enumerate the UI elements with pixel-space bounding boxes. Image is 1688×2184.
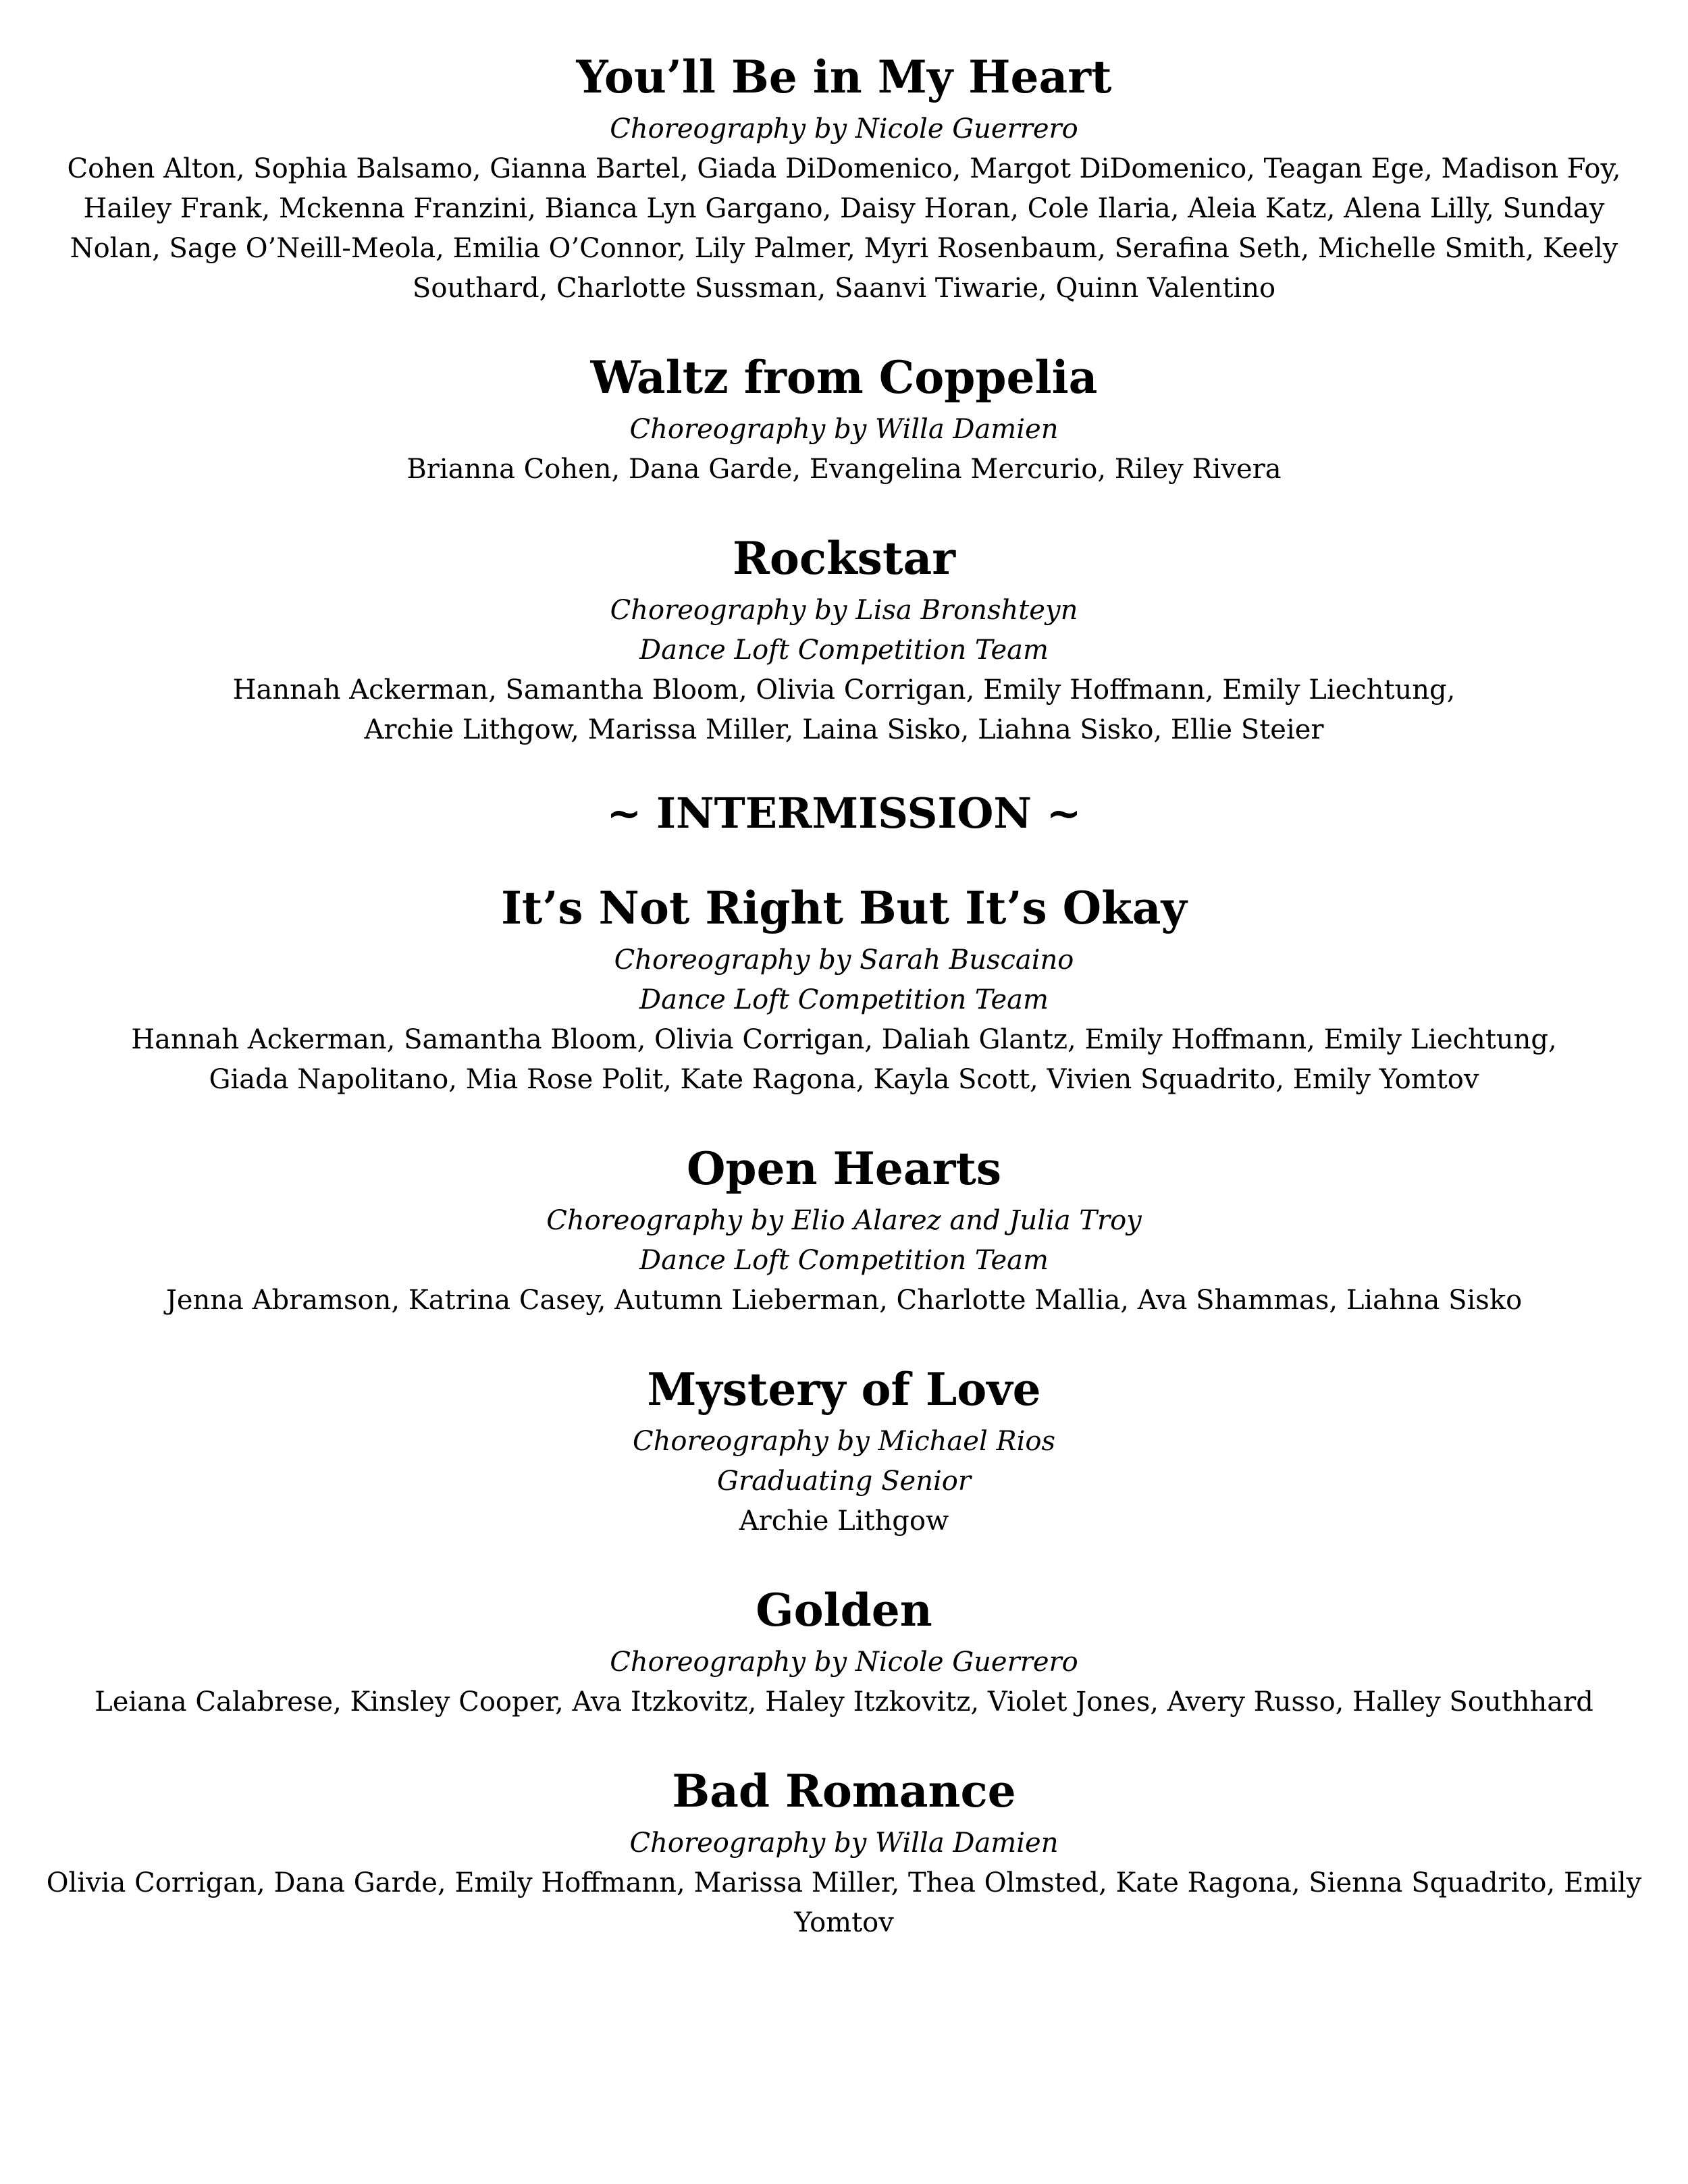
group-label: Graduating Senior — [717, 1466, 971, 1497]
choreography-credit: Choreography by Lisa Bronshteyn — [610, 595, 1078, 626]
piece-title: Mystery of Love — [647, 1363, 1041, 1416]
cast-list: Jenna Abramson, Katrina Casey, Autumn Lieberman, Charlotte Mallia, Ava Shammas, Liahna Sisko — [165, 1285, 1523, 1316]
piece-mystery-of-love — [41, 1360, 1647, 1541]
cast-list: Brianna Cohen, Dana Garde, Evangelina Mercurio, Riley Rivera — [406, 454, 1282, 485]
cast-list: Cohen Alton, Sophia Balsamo, Gianna Bartel, Giada DiDomenico, Margot DiDomenico, Teagan Ege, Madison Foy, Hailey Frank, Mckenna Franzini, Bianca Lyn Gargano, Daisy Horan, Cole Ilaria, Aleia Katz, Alena Lilly, Sunday Nolan, Sage O’Neill-Meola, Emilia O’Connor, Lily Palmer, Myri Rosenbaum, Serafina Seth, Michelle Smith, Keely Southard, Charlotte Sussman, Saanvi Tiwarie, Quinn Valentino — [67, 153, 1621, 304]
choreography-credit: Choreography by Willa Damien — [629, 1828, 1059, 1859]
piece-waltz-from-coppelia — [41, 348, 1647, 489]
piece-title: Rockstar — [733, 532, 955, 585]
piece-title: Bad Romance — [672, 1765, 1016, 1817]
choreography-credit: Choreography by Nicole Guerrero — [610, 113, 1078, 144]
cast-list: Archie Lithgow — [739, 1506, 949, 1537]
choreography-credit: Choreography by Nicole Guerrero — [610, 1647, 1078, 1678]
choreography-credit: Choreography by Elio Alarez and Julia Troy — [546, 1205, 1142, 1236]
cast-list: Hannah Ackerman, Samantha Bloom, Olivia Corrigan, Daliah Glantz, Emily Hoffmann, Emily Liechtung, Giada Napolitano, Mia Rose Polit, Kate Ragona, Kayla Scott, Vivien Squadrito, Emily Yomtov — [131, 1024, 1557, 1095]
piece-title: Open Hearts — [686, 1142, 1002, 1195]
cast-list: Leiana Calabrese, Kinsley Cooper, Ava Itzkovitz, Haley Itzkovitz, Violet Jones, Avery Russo, Halley Southhard — [95, 1686, 1593, 1717]
piece-title: Golden — [756, 1584, 932, 1636]
program-page — [41, 47, 1647, 1982]
piece-title: It’s Not Right But It’s Okay — [501, 882, 1187, 934]
piece-its-not-right-but-its-okay — [41, 878, 1647, 1100]
cast-list: Olivia Corrigan, Dana Garde, Emily Hoffmann, Marissa Miller, Thea Olmsted, Kate Ragona, Sienna Squadrito, Emily Yomtov — [46, 1867, 1642, 1938]
piece-golden — [41, 1580, 1647, 1722]
intermission-heading: ~ INTERMISSION ~ — [606, 789, 1082, 838]
piece-rockstar — [41, 529, 1647, 750]
choreography-credit: Choreography by Willa Damien — [629, 414, 1059, 445]
cast-list: Hannah Ackerman, Samantha Bloom, Olivia Corrigan, Emily Hoffmann, Emily Liechtung, Archie Lithgow, Marissa Miller, Laina Sisko, Liahna Sisko, Ellie Steier — [232, 674, 1456, 745]
choreography-credit: Choreography by Sarah Buscaino — [614, 944, 1074, 976]
piece-title: You’ll Be in My Heart — [576, 51, 1112, 103]
piece-youll-be-in-my-heart — [41, 47, 1647, 309]
choreography-credit: Choreography by Michael Rios — [633, 1426, 1055, 1457]
piece-open-hearts — [41, 1139, 1647, 1321]
piece-title: Waltz from Coppelia — [590, 351, 1098, 404]
group-label: Dance Loft Competition Team — [639, 984, 1049, 1015]
group-label: Dance Loft Competition Team — [639, 1245, 1049, 1276]
piece-bad-romance — [41, 1761, 1647, 1943]
group-label: Dance Loft Competition Team — [639, 635, 1049, 666]
